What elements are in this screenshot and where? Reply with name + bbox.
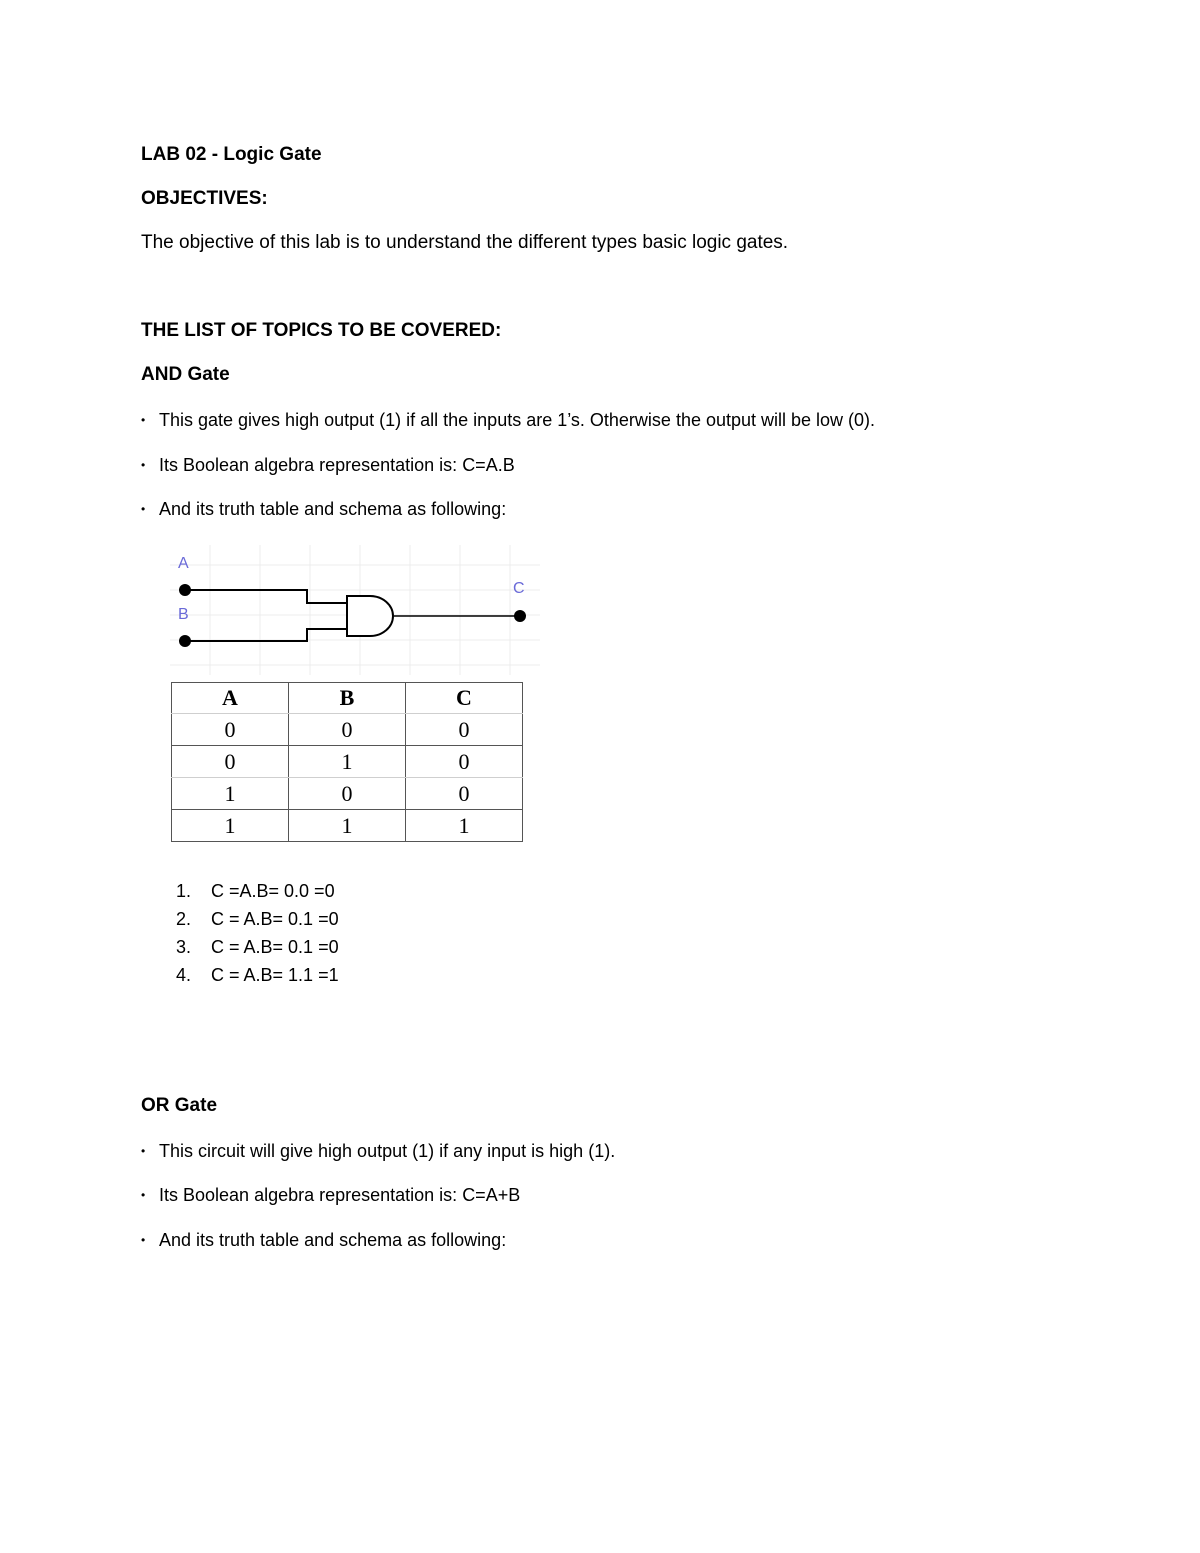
bullet-icon: • <box>141 502 146 516</box>
schema-label-a: A <box>178 555 189 572</box>
table-row <box>172 746 523 778</box>
table-cell: 1 <box>289 810 406 842</box>
and-bullet-text: Its Boolean algebra representation is: C=A.B <box>159 455 515 475</box>
topics-heading: THE LIST OF TOPICS TO BE COVERED: <box>141 320 502 341</box>
table-cell: 1 <box>172 778 289 810</box>
objectives-heading: OBJECTIVES: <box>141 188 268 209</box>
table-header-c: C <box>406 683 523 714</box>
equation-text: C = A.B= 0.1 =0 <box>211 937 339 957</box>
or-gate-heading: OR Gate <box>141 1095 218 1116</box>
table-header-a: A <box>172 683 289 714</box>
table-header-row <box>172 683 523 714</box>
table-cell: 0 <box>289 778 406 810</box>
output-c-terminal <box>514 610 526 622</box>
table-cell: 0 <box>406 746 523 778</box>
or-bullet-text: And its truth table and schema as following: <box>159 1230 507 1250</box>
or-bullet-item <box>141 1139 615 1163</box>
and-bullet-item <box>141 497 506 521</box>
list-number: 4. <box>176 965 192 985</box>
or-bullet-item <box>141 1183 520 1207</box>
input-b-terminal <box>179 635 191 647</box>
and-gate-heading: AND Gate <box>141 364 230 385</box>
schema-label-b: B <box>178 606 189 623</box>
equation-text: C = A.B= 0.1 =0 <box>211 909 339 929</box>
table-cell: 0 <box>172 746 289 778</box>
list-item <box>176 877 339 905</box>
and-bullet-item <box>141 453 515 477</box>
equation-text: C = A.B= 1.1 =1 <box>211 965 339 985</box>
list-number: 2. <box>176 909 192 929</box>
or-bullet-text: This circuit will give high output (1) if any input is high (1). <box>159 1141 616 1161</box>
table-cell: 1 <box>406 810 523 842</box>
bullet-icon: • <box>141 1233 146 1247</box>
and-gate-schematic <box>170 545 540 675</box>
bullet-icon: • <box>141 413 146 427</box>
input-a-terminal <box>179 584 191 596</box>
and-equations-list <box>176 877 339 989</box>
table-cell: 0 <box>406 778 523 810</box>
list-number: 3. <box>176 937 192 957</box>
table-cell: 1 <box>289 746 406 778</box>
or-bullet-text: Its Boolean algebra representation is: C=A+B <box>159 1185 521 1205</box>
document-title: LAB 02 - Logic Gate <box>141 144 322 165</box>
equation-text: C =A.B= 0.0 =0 <box>211 881 335 901</box>
table-row <box>172 714 523 746</box>
and-bullet-text: This gate gives high output (1) if all the inputs are 1’s. Otherwise the output will be low (0). <box>159 410 876 430</box>
and-bullet-item <box>141 408 875 432</box>
bullet-icon: • <box>141 1144 146 1158</box>
and-truth-table <box>171 682 523 842</box>
table-header-b: B <box>289 683 406 714</box>
or-bullet-item <box>141 1228 506 1252</box>
schema-label-c: C <box>513 580 525 597</box>
and-bullet-text: And its truth table and schema as following: <box>159 499 507 519</box>
table-cell: 1 <box>172 810 289 842</box>
list-item <box>176 905 339 933</box>
bullet-icon: • <box>141 458 146 472</box>
and-gate-icon <box>347 596 393 636</box>
table-cell: 0 <box>172 714 289 746</box>
list-item <box>176 961 339 989</box>
list-number: 1. <box>176 881 192 901</box>
table-row <box>172 778 523 810</box>
table-cell: 0 <box>406 714 523 746</box>
table-row <box>172 810 523 842</box>
objectives-text: The objective of this lab is to understand the different types basic logic gates. <box>141 232 789 253</box>
bullet-icon: • <box>141 1188 146 1202</box>
table-cell: 0 <box>289 714 406 746</box>
list-item <box>176 933 339 961</box>
